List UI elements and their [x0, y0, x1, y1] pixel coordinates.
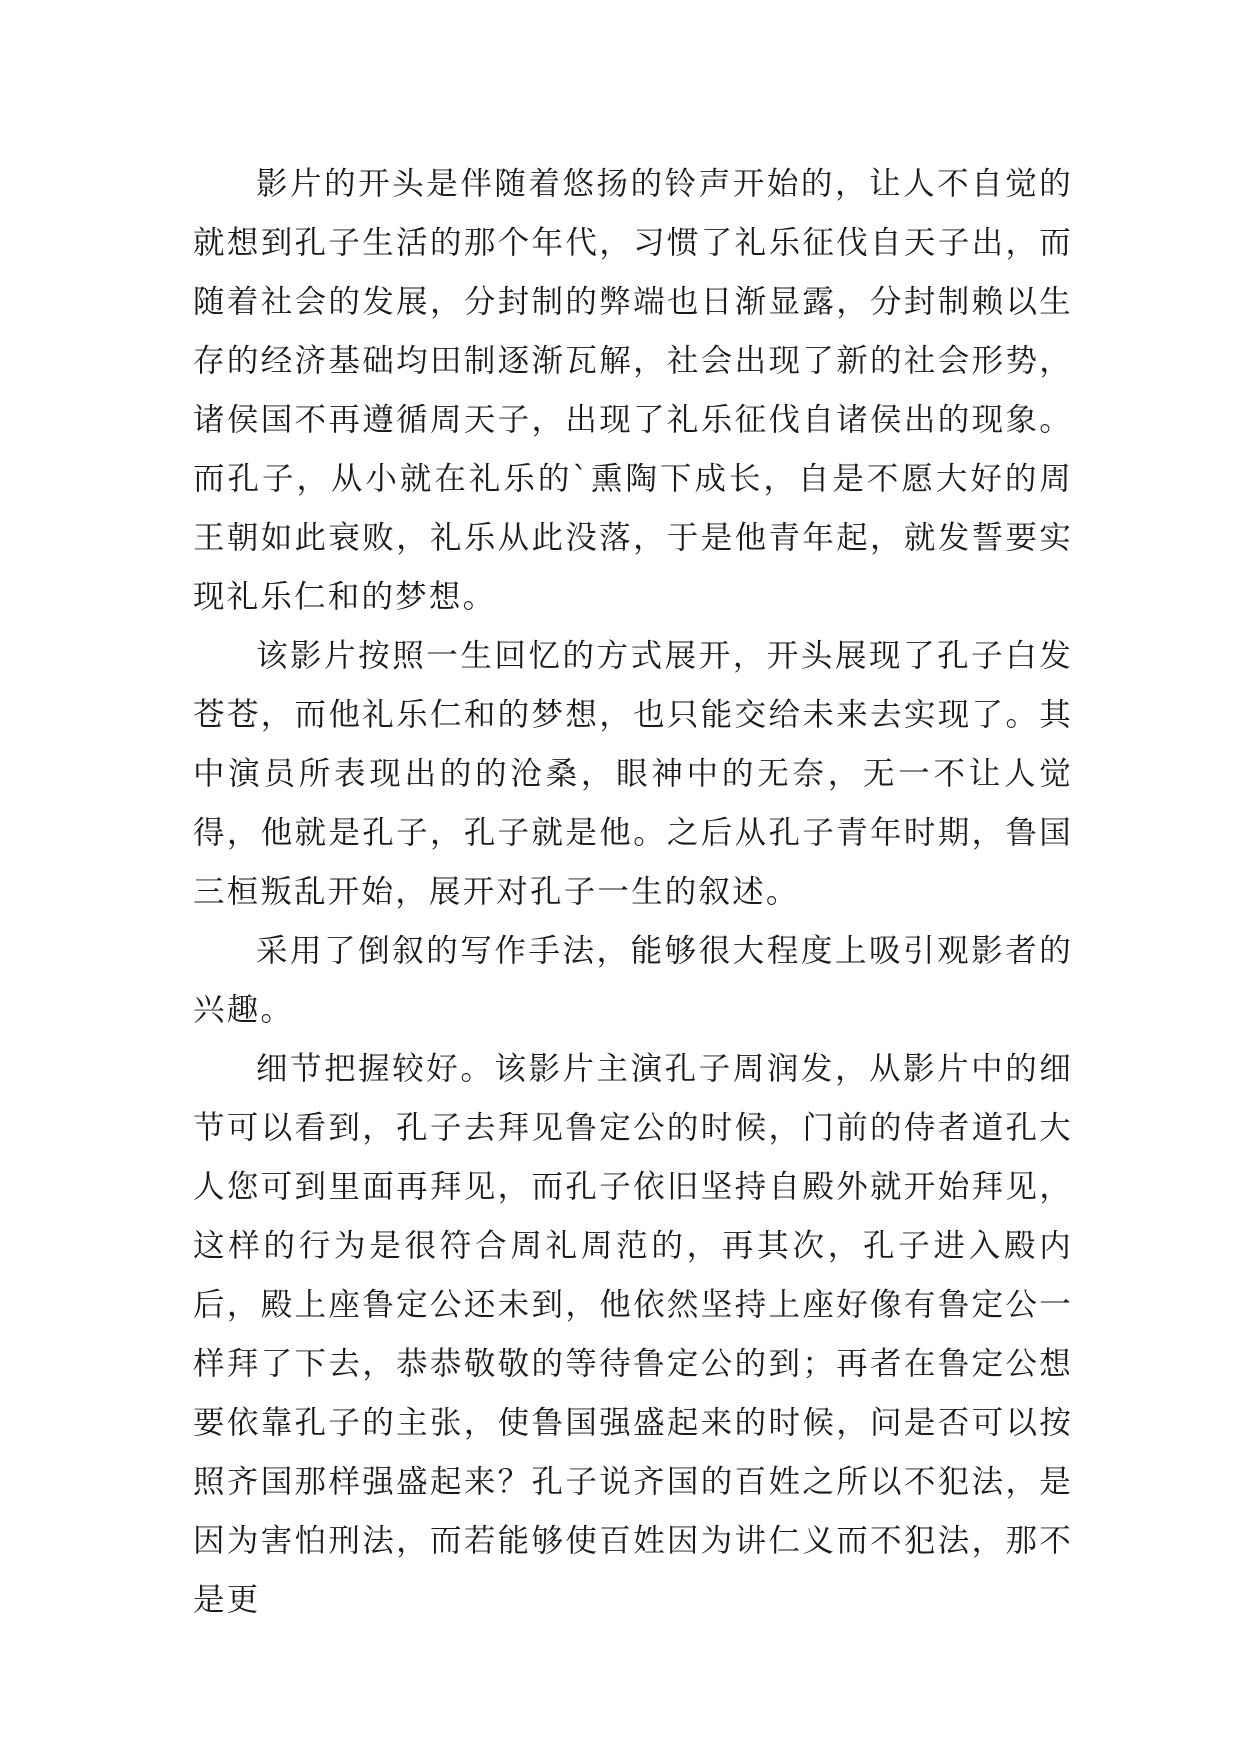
paragraph-2: 该影片按照一生回忆的方式展开，开头展现了孔子白发苍苍，而他礼乐仁和的梦想，也只能交给未来去实现了。其中演员所表现出的的沧桑，眼神中的无奈，无一不让人觉得，他就是孔子，孔子就是他。之后从孔子青年时期，鲁国三桓叛乱开始，展开对孔子一生的叙述。	[193, 638, 1073, 910]
paragraph-4: 细节把握较好。该影片主演孔子周润发，从影片中的细节可以看到，孔子去拜见鲁定公的时候，门前的侍者道孔大人您可到里面再拜见，而孔子依旧坚持自殿外就开始拜见，这样的行为是很符合周礼周范的，再其次，孔子进入殿内后，殿上座鲁定公还未到，他依然坚持上座好像有鲁定公一样拜了下去，恭恭敬敬的等待鲁定公的到；再者在鲁定公想要依靠孔子的主张，使鲁国强盛起来的时候，问是否可以按照齐国那样强盛起来？孔子说齐国的百姓之所以不犯法，是因为害怕刑法，而若能够使百姓因为讲仁义而不犯法，那不是更	[193, 1051, 1073, 1618]
paragraph-3: 采用了倒叙的写作手法，能够很大程度上吸引观影者的兴趣。	[193, 933, 1073, 1028]
document-body	[193, 155, 1073, 1630]
paragraph-1: 影片的开头是伴随着悠扬的铃声开始的，让人不自觉的就想到孔子生活的那个年代，习惯了礼乐征伐自天子出，而随着社会的发展，分封制的弊端也日渐显露，分封制赖以生存的经济基础均田制逐渐瓦解，社会出现了新的社会形势，诸侯国不再遵循周天子，出现了礼乐征伐自诸侯出的现象。而孔子，从小就在礼乐的`熏陶下成长，自是不愿大好的周王朝如此衰败，礼乐从此没落，于是他青年起，就发誓要实现礼乐仁和的梦想。	[193, 166, 1073, 615]
